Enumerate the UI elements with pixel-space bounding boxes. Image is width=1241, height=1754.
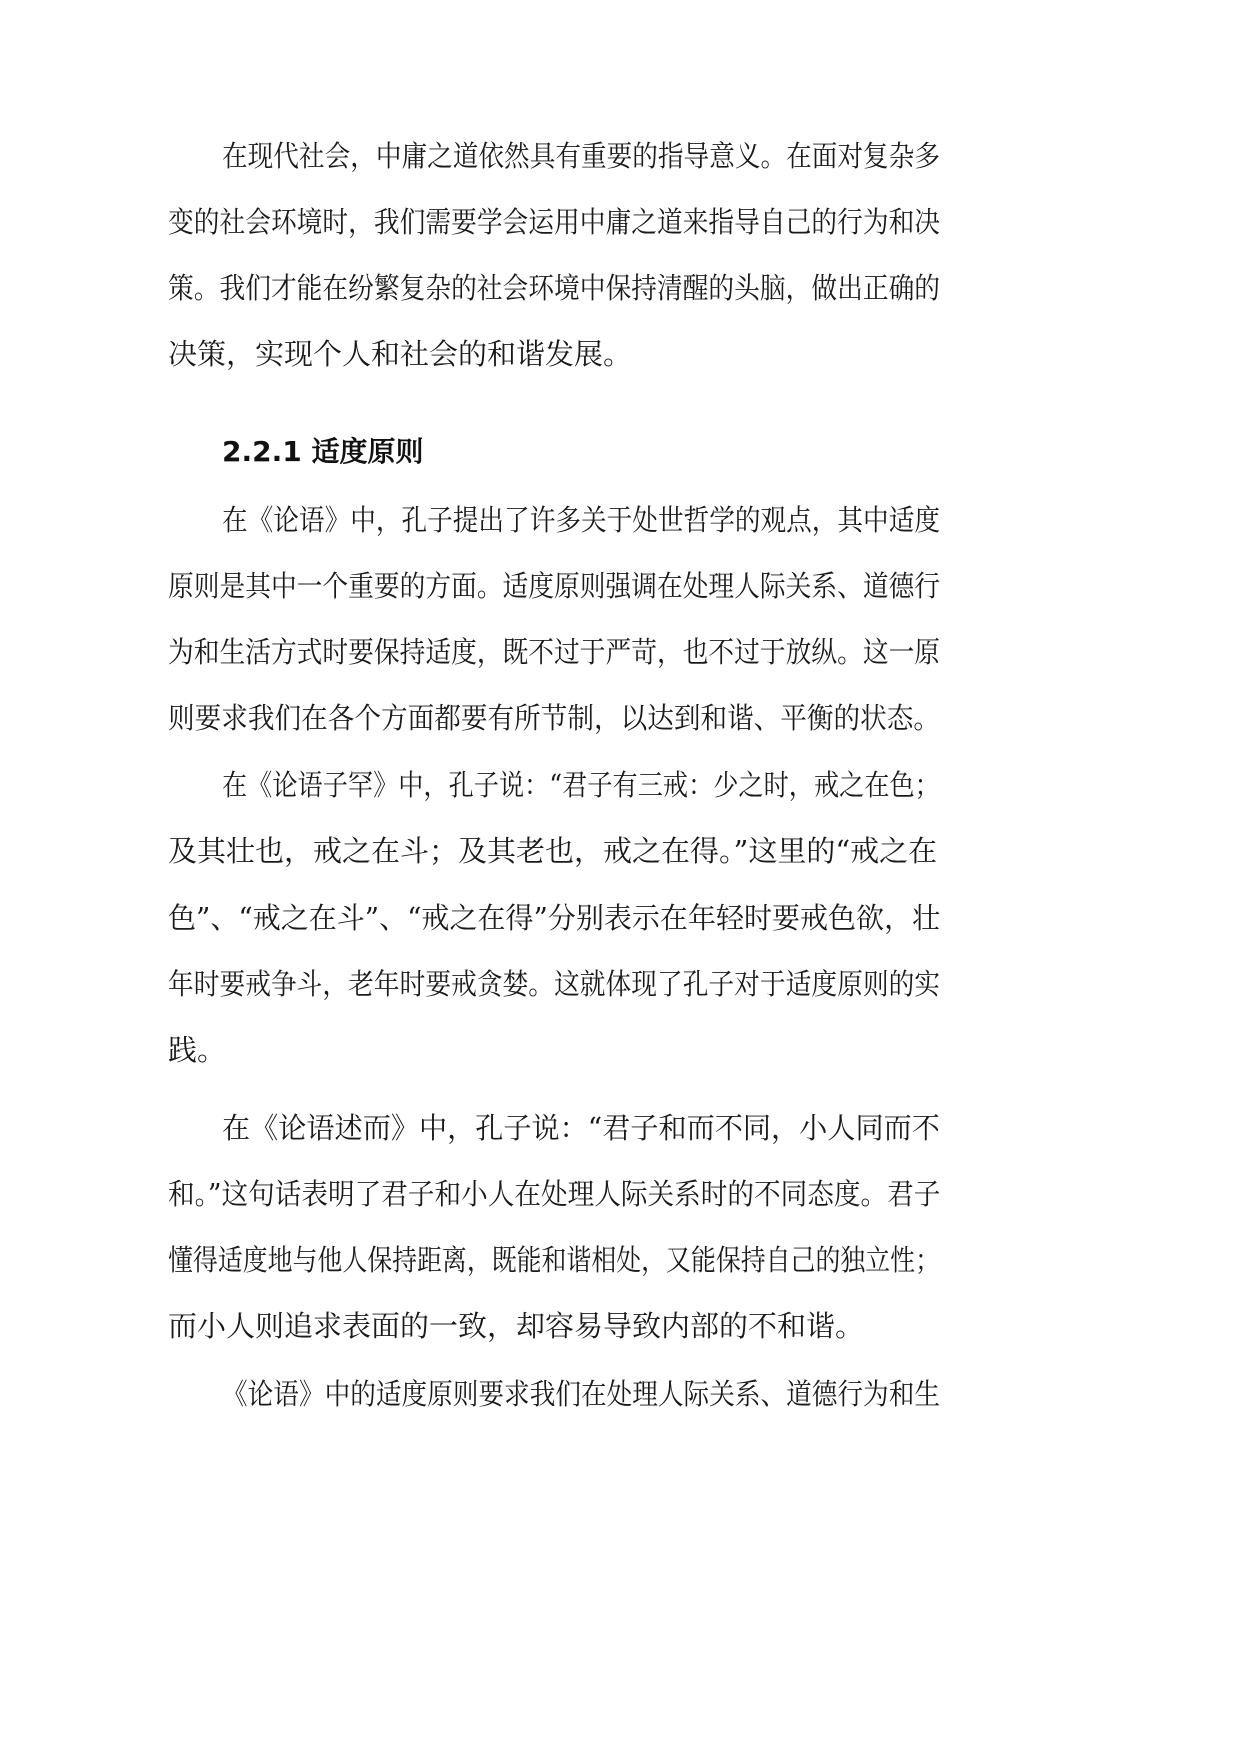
text-line: 年时要戒争斗，老年时要戒贪婪。这就体现了孔子对于适度原则的实 bbox=[168, 967, 941, 1001]
text-line: 在《论语》中，孔子提出了许多关于处世哲学的观点，其中适度 bbox=[222, 503, 940, 537]
text-line: 变的社会环境时，我们需要学会运用中庸之道来指导自己的行为和决 bbox=[168, 205, 941, 239]
text-line: 践。 bbox=[168, 1033, 227, 1067]
text-line: 色”、“戒之在斗”、“戒之在得”分别表示在年轻时要戒色欲，壮 bbox=[168, 901, 941, 935]
text-line: 在现代社会，中庸之道依然具有重要的指导意义。在面对复杂多 bbox=[222, 139, 940, 173]
text-line: 懂得适度地与他人保持距离，既能和谐相处，又能保持自己的独立性； bbox=[168, 1243, 940, 1277]
text-line: 为和生活方式时要保持适度，既不过于严苛，也不过于放纵。这一原 bbox=[168, 635, 941, 669]
text-line: 和。”这句话表明了君子和小人在处理人际关系时的不同态度。君子 bbox=[168, 1177, 941, 1211]
text-line: 原则是其中一个重要的方面。适度原则强调在处理人际关系、道德行 bbox=[168, 569, 941, 603]
text-line: 决策，实现个人和社会的和谐发展。 bbox=[168, 337, 633, 371]
section-heading: 2.2.1 适度原则 bbox=[222, 435, 424, 468]
text-line: 在《论语述而》中，孔子说：“君子和而不同，小人同而不 bbox=[222, 1111, 940, 1145]
text-line: 策。我们才能在纷繁复杂的社会环境中保持清醒的头脑，做出正确的 bbox=[168, 271, 941, 305]
text-line: 而小人则追求表面的一致，却容易导致内部的不和谐。 bbox=[168, 1309, 865, 1343]
text-line: 在《论语子罕》中，孔子说：“君子有三戒：少之时，戒之在色； bbox=[222, 768, 940, 802]
text-line: 《论语》中的适度原则要求我们在处理人际关系、道德行为和生 bbox=[222, 1377, 940, 1411]
text-line: 及其壮也，戒之在斗；及其老也，戒之在得。”这里的“戒之在 bbox=[168, 834, 938, 868]
text-line: 则要求我们在各个方面都要有所节制，以达到和谐、平衡的状态。 bbox=[168, 701, 941, 735]
